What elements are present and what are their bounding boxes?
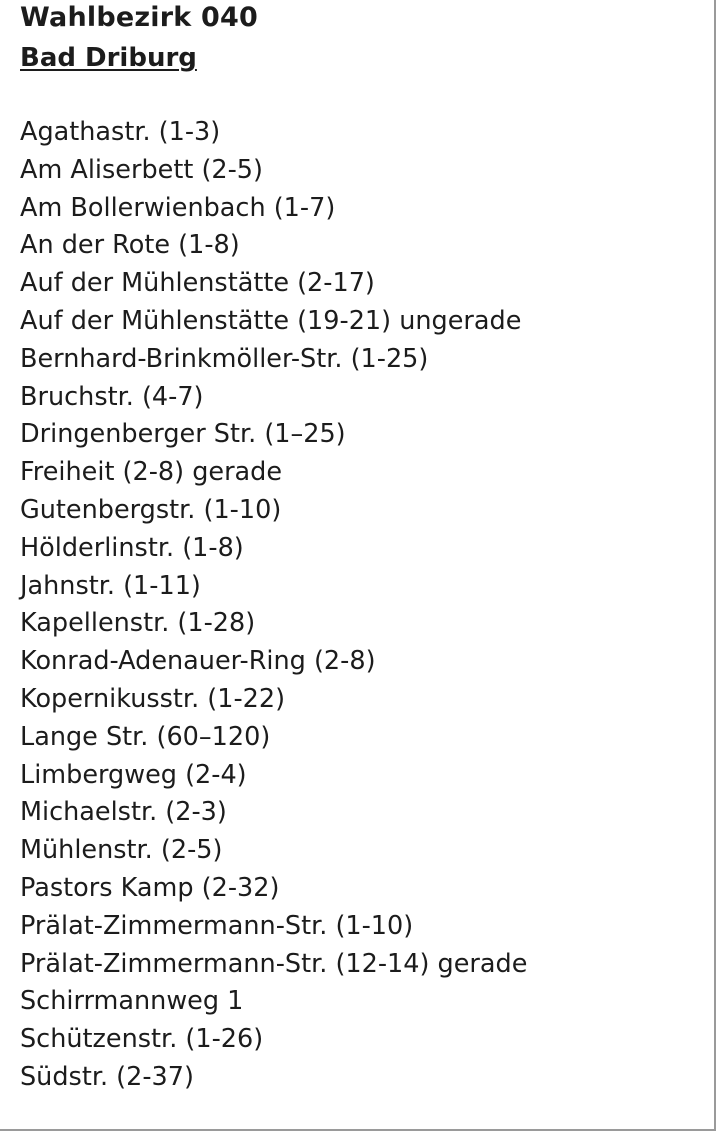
list-item: Kopernikusstr. (1-22) [20, 683, 286, 714]
page-title: Wahlbezirk 040 [20, 2, 258, 33]
list-item: Dringenberger Str. (1–25) [20, 419, 346, 450]
list-item: Kapellenstr. (1-28) [20, 608, 256, 639]
list-item: Am Aliserbett (2-5) [20, 154, 263, 185]
list-item: Freiheit (2-8) gerade [20, 457, 283, 488]
list-item: Bernhard-Brinkmöller-Str. (1-25) [20, 343, 429, 374]
list-item: Konrad-Adenauer-Ring (2-8) [20, 646, 376, 677]
list-item: Prälat-Zimmermann-Str. (1-10) [20, 910, 414, 941]
list-item: Auf der Mühlenstätte (2-17) [20, 268, 375, 299]
list-item: Südstr. (2-37) [20, 1061, 194, 1092]
list-item: Schützenstr. (1-26) [20, 1024, 264, 1055]
page-subtitle: Bad Driburg [20, 43, 197, 73]
list-item: Gutenbergstr. (1-10) [20, 494, 282, 525]
list-item: Bruchstr. (4-7) [20, 381, 204, 412]
street-list [20, 114, 527, 1097]
list-item: Schirrmannweg 1 [20, 986, 244, 1017]
list-item: Agathastr. (1-3) [20, 117, 221, 147]
list-item: Limbergweg (2-4) [20, 759, 247, 790]
list-item: Michaelstr. (2-3) [20, 797, 227, 828]
list-item: Am Bollerwienbach (1-7) [20, 192, 336, 223]
list-item: Hölderlinstr. (1-8) [20, 532, 244, 563]
list-item: Auf der Mühlenstätte (19-21) ungerade [20, 305, 522, 336]
list-item: An der Rote (1-8) [20, 230, 240, 261]
list-item: Pastors Kamp (2-32) [20, 872, 280, 903]
list-item: Lange Str. (60–120) [20, 721, 271, 752]
list-item: Mühlenstr. (2-5) [20, 835, 223, 866]
list-item: Jahnstr. (1-11) [20, 570, 201, 601]
list-item: Prälat-Zimmermann-Str. (12-14) gerade [20, 948, 528, 979]
